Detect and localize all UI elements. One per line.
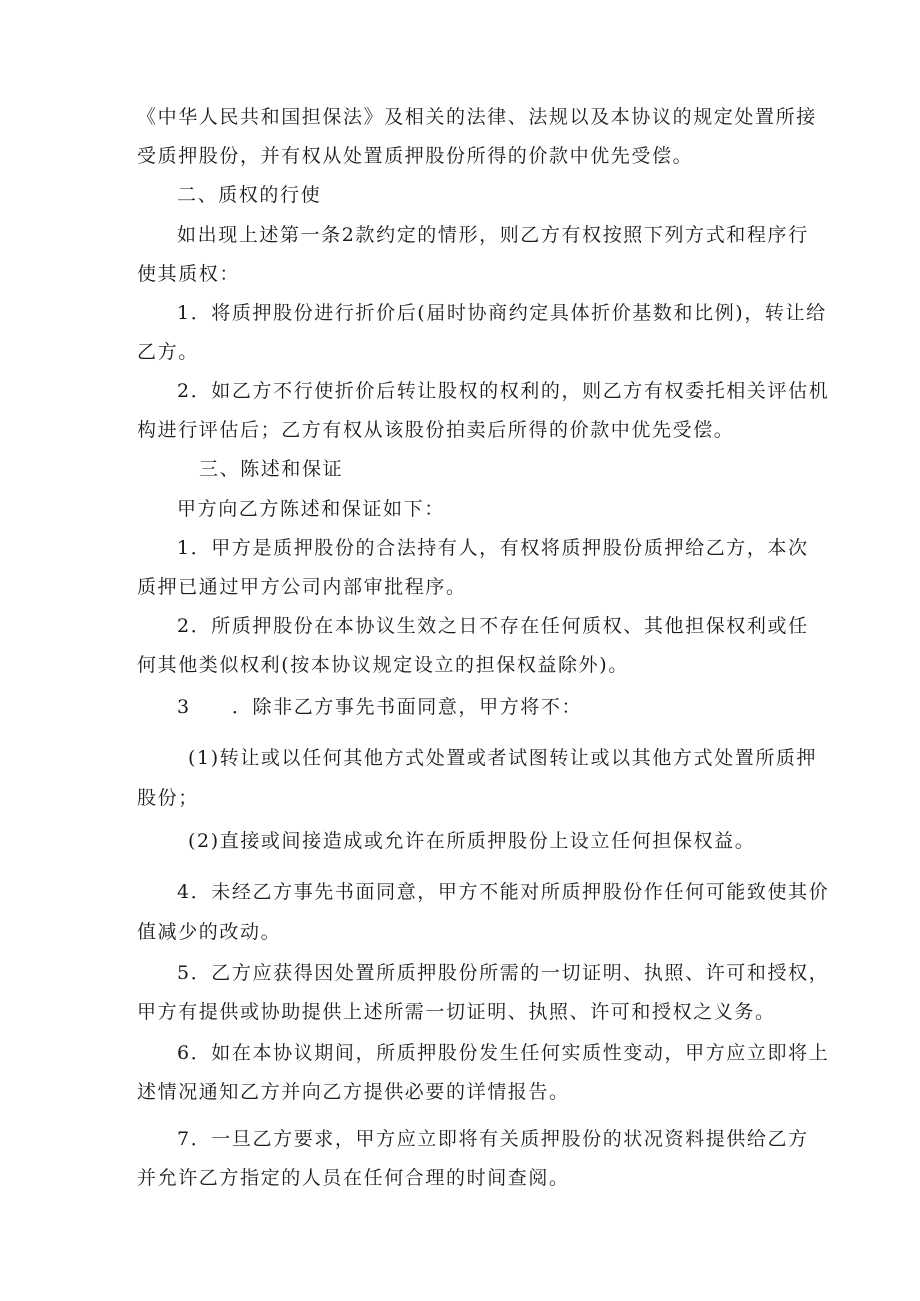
section-heading: 二、质权的行使 [177,184,322,206]
text-line: 质押已通过甲方公司内部审批程序。 [137,576,467,598]
text-line: 述情况通知乙方并向乙方提供必要的详情报告。 [137,1081,570,1103]
sub-item: (2)直接或间接造成或允许在所质押股份上设立任何担保权益。 [188,830,756,852]
text-line: 乙方。 [137,341,199,363]
text-line: 并允许乙方指定的人员在任何合理的时间查阅。 [137,1167,570,1189]
list-item: 1．甲方是质押股份的合法持有人，有权将质押股份质押给乙方，本次 [177,537,809,559]
text-line: 使其质权： [137,263,241,285]
text-line: 股份； [137,787,199,809]
text-line: 受质押股份，并有权从处置质押股份所得的价款中优先受偿。 [137,145,694,167]
text-line: 如出现上述第一条2款约定的情形，则乙方有权按照下列方式和程序行 [177,224,809,246]
sub-item: (1)转让或以任何其他方式处置或者试图转让或以其他方式处置所质押 [188,747,818,769]
text-line: 甲方有提供或协助提供上述所需一切证明、执照、许可和授权之义务。 [137,1001,776,1023]
list-item: 2．所质押股份在本协议生效之日不存在任何质权、其他担保权利或任 [177,615,809,637]
list-item: 7．一旦乙方要求，甲方应立即将有关质押股份的状况资料提供给乙方 [177,1128,809,1150]
list-item: 6．如在本协议期间，所质押股份发生任何实质性变动，甲方应立即将上 [177,1042,830,1064]
list-item: 4．未经乙方事先书面同意，甲方不能对所质押股份作任何可能致使其价 [177,881,830,903]
text-line: 甲方向乙方陈述和保证如下： [177,498,445,520]
list-item: 3 ．除非乙方事先书面同意，甲方将不： [177,696,583,718]
list-item: 1．将质押股份进行折价后(届时协商约定具体折价基数和比例)，转让给 [177,302,827,324]
text-line: 何其他类似权利(按本协议规定设立的担保权益除外)。 [137,654,629,676]
list-item: 5．乙方应获得因处置所质押股份所需的一切证明、执照、许可和授权， [177,962,830,984]
text-line: 构进行评估后；乙方有权从该股份拍卖后所得的价款中优先受偿。 [137,419,735,441]
list-item: 2．如乙方不行使折价后转让股权的权利的，则乙方有权委托相关评估机 [177,380,830,402]
text-line: 值减少的改动。 [137,921,282,943]
text-line: 《中华人民共和国担保法》及相关的法律、法规以及本协议的规定处置所接 [137,106,817,128]
section-heading: 三、陈述和保证 [199,458,344,480]
